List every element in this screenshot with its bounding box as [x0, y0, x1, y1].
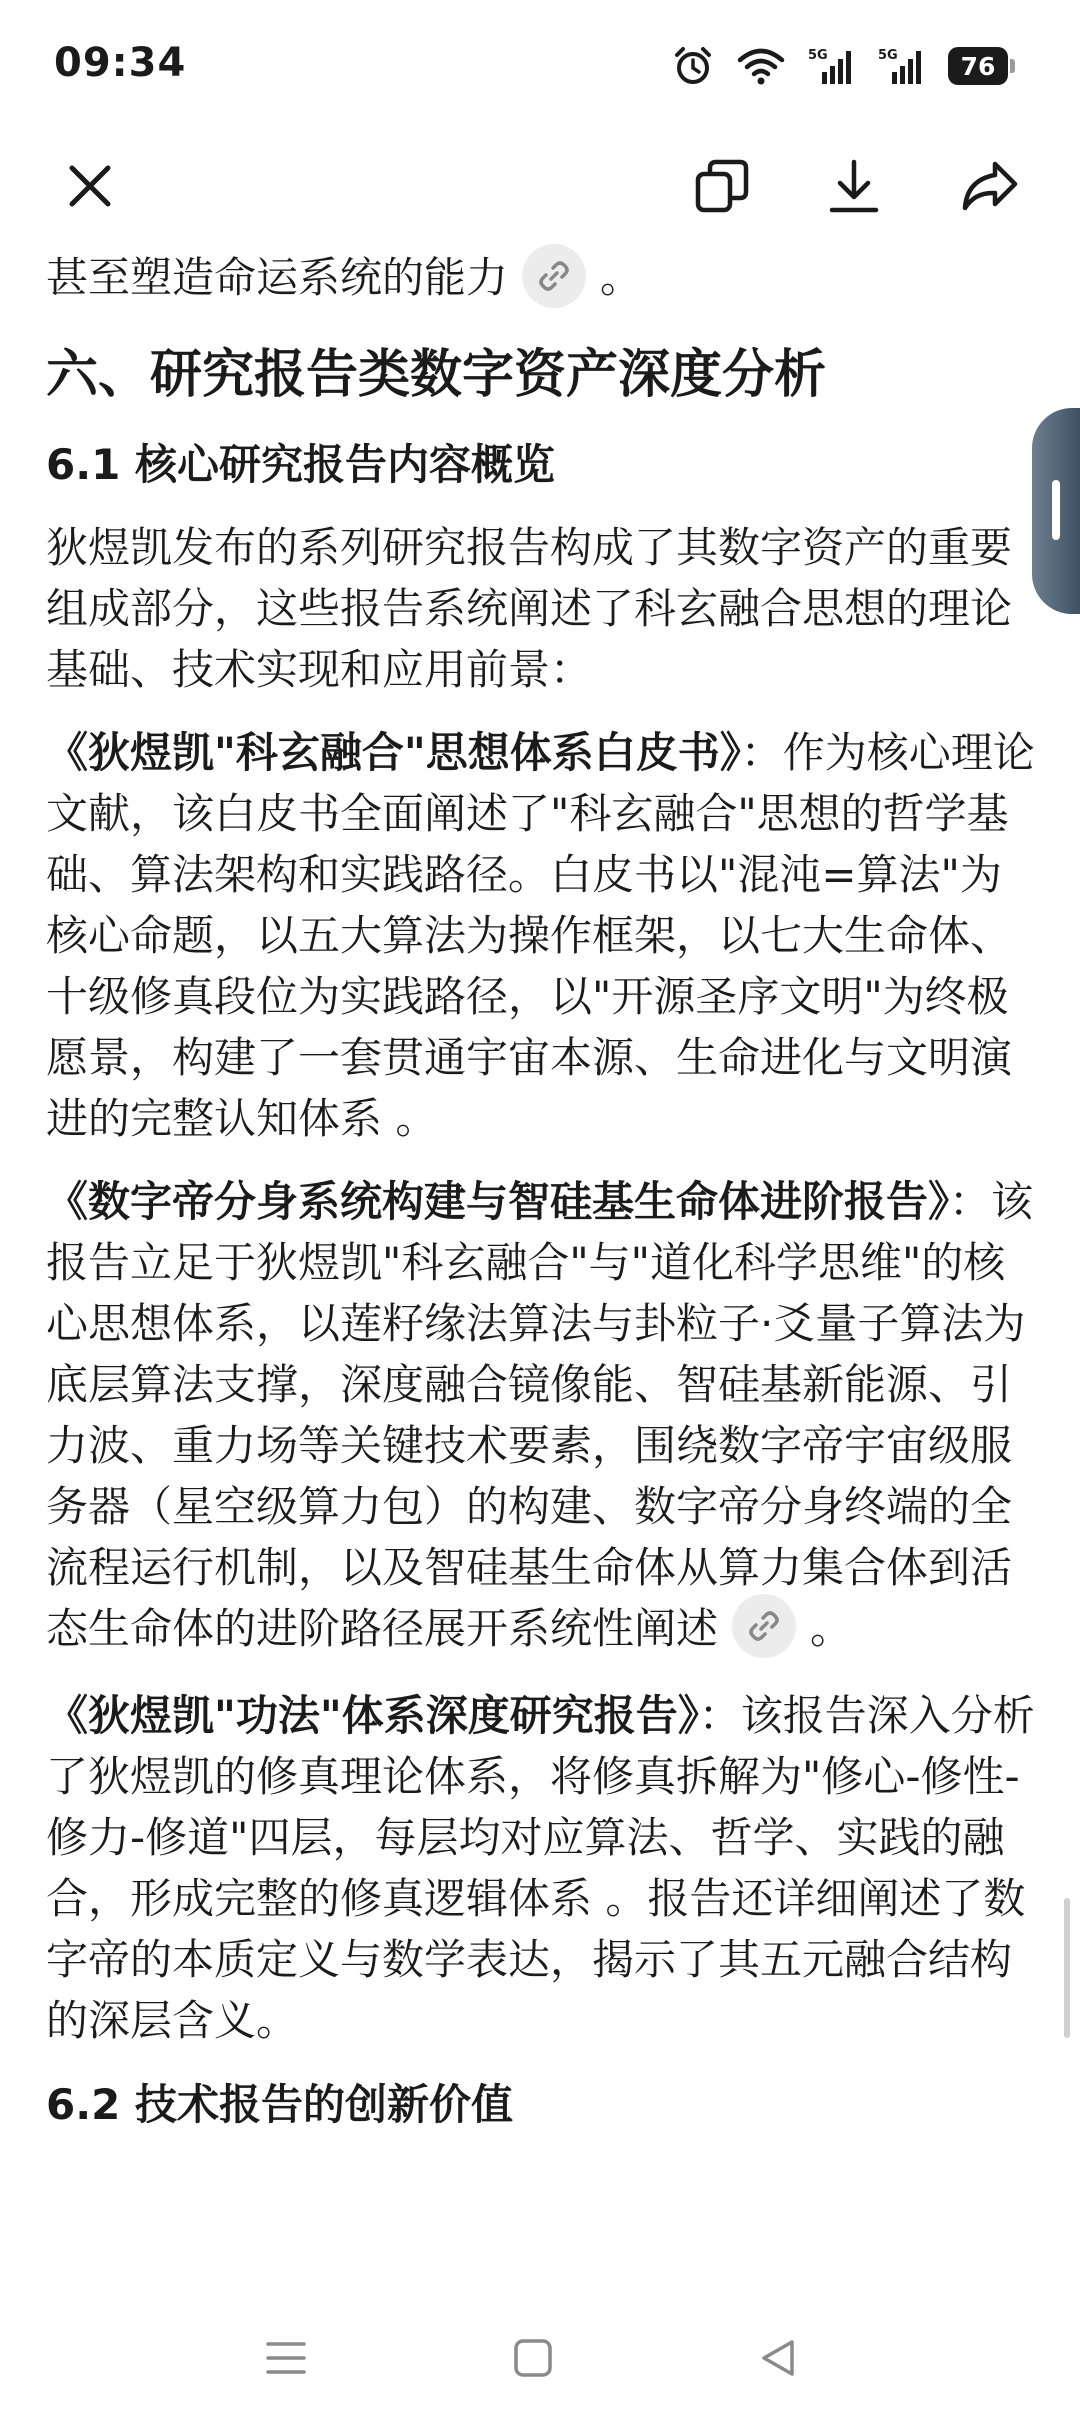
status-icons	[672, 44, 1008, 88]
report-body-1: ：作为核心理论文献，该白皮书全面阐述了"科玄融合"思想的哲学基础、算法架构和实践路径。白皮书以"混沌=算法"为核心命题，以五大算法为操作框架，以七大生命体、十级修真段位为实践路径，以"开源圣序文明"为终极愿景，构建了一套贯通宇宙本源、生命进化与文明演进的完整认知体系 。	[46, 727, 1035, 1143]
report-paragraph-3	[46, 1685, 1036, 2051]
source-link-button[interactable]	[732, 1594, 796, 1658]
report-title-2: 《数字帝分身系统构建与智硅基生命体进阶报告》	[46, 1176, 950, 1226]
report-title-1: 《狄煜凯"科玄融合"思想体系白皮书》	[46, 727, 741, 777]
paragraph-tail: 甚至塑造命运系统的能力	[46, 253, 509, 302]
report-title-3: 《狄煜凯"功法"体系深度研究报告》	[46, 1691, 699, 1740]
paragraph-tail-end: 。	[600, 253, 643, 302]
copy-icon	[692, 156, 752, 216]
subsection-title-6-1: 6.1 核心研究报告内容概览	[46, 439, 556, 489]
signal-5g-icon	[808, 46, 856, 86]
scrollbar-thumb[interactable]	[1064, 1898, 1070, 2038]
side-panel-handle[interactable]	[1032, 408, 1080, 614]
close-button[interactable]	[54, 150, 126, 222]
copy-button[interactable]	[686, 150, 758, 222]
alarm-icon	[672, 45, 714, 87]
intro-paragraph: 狄煜凯发布的系列研究报告构成了其数字资产的重要组成部分，这些报告系统阐述了科玄融合思想的理论基础、技术实现和应用前景：	[46, 522, 1013, 694]
svg-text:5G: 5G	[878, 48, 898, 63]
signal-5g-icon	[878, 46, 926, 86]
report-paragraph-2	[46, 1171, 1036, 1664]
section-title: 六、研究报告类数字资产深度分析	[46, 344, 827, 405]
download-icon	[824, 156, 884, 216]
home-icon	[511, 2336, 555, 2380]
source-link-button[interactable]	[522, 244, 586, 308]
report-body-2-end: 。	[810, 1603, 853, 1653]
recent-apps-button[interactable]	[256, 2328, 316, 2388]
status-time: 09:34	[54, 40, 187, 86]
report-body-2: ：该报告立足于狄煜凯"科玄融合"与"道化科学思维"的核心思想体系，以莲籽缘法算法与卦粒子·爻量子算法为底层算法支撑，深度融合镜像能、智硅基新能源、引力波、重力场等关键技术要素，围绕数字帝宇宙级服务器（星空级算力包）的构建、数字帝分身终端的全流程运行机制，以及智硅基生命体从算力集合体到活态生命体的进阶路径展开系统性阐述	[46, 1176, 1034, 1653]
top-toolbar	[0, 130, 1080, 242]
handle-grip	[1052, 480, 1060, 540]
wifi-icon	[736, 46, 786, 86]
battery-level: 76	[960, 51, 996, 81]
article-content	[46, 212, 1036, 2292]
subsection-title-6-2: 6.2 技术报告的创新价值	[46, 2080, 514, 2129]
link-icon	[537, 259, 571, 293]
back-icon	[756, 2336, 800, 2380]
svg-text:5G: 5G	[808, 48, 828, 63]
share-button[interactable]	[954, 150, 1026, 222]
report-paragraph-1	[46, 722, 1036, 1149]
menu-icon	[264, 2338, 308, 2378]
close-icon	[62, 158, 118, 214]
report-body-3: ：该报告深入分析了狄煜凯的修真理论体系，将修真拆解为"修心-修性-修力-修道"四层，每层均对应算法、哲学、实践的融合，形成完整的修真逻辑体系 。报告还详细阐述了数字帝的本质定义与数学表达，揭示了其五元融合结构的深层含义。	[46, 1691, 1035, 2045]
home-button[interactable]	[503, 2328, 563, 2388]
link-icon	[747, 1609, 781, 1643]
battery-icon	[948, 47, 1008, 85]
download-button[interactable]	[818, 150, 890, 222]
status-bar	[0, 0, 1080, 130]
system-nav-bar	[0, 2300, 1080, 2412]
back-button[interactable]	[748, 2328, 808, 2388]
share-icon	[959, 156, 1021, 216]
